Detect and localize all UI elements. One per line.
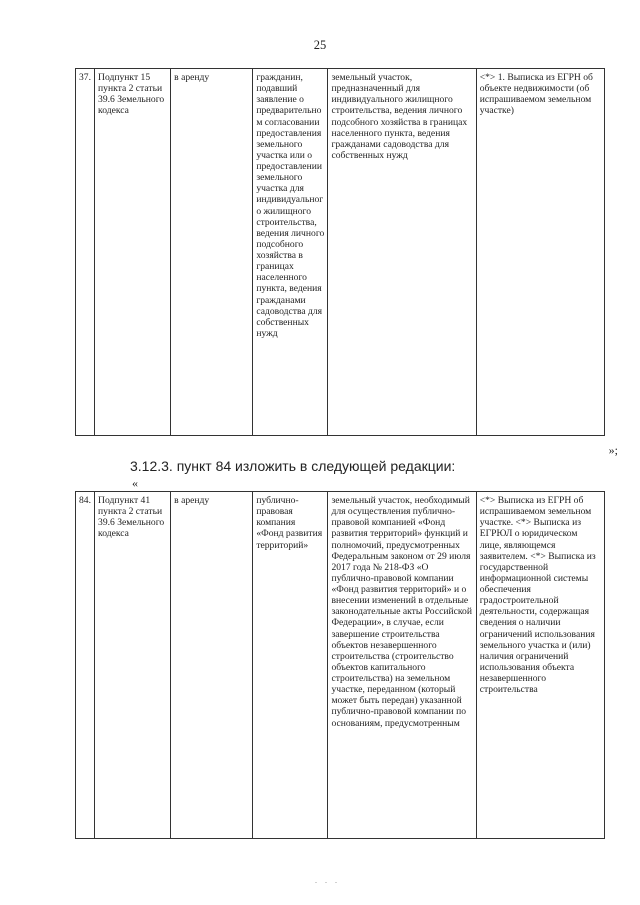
applicant-cell: публично-правовая компания «Фонд развития территорий»: [253, 492, 328, 839]
applicant-cell: гражданин, подавший заявление о предварительном согласовании предоставления земельного участка или о предоставлении земельного участка для индивидуального жилищного строительства, ведения личного подсобного хозяйства в границах населенного пункта, ведения гражданами садоводства для собственных нужд: [253, 69, 328, 436]
row-number: 84.: [76, 492, 95, 839]
amendment-instruction: 3.12.3. пункт 84 изложить в следующей редакции:: [130, 458, 456, 474]
grant-type-cell: в аренду: [171, 492, 253, 839]
table-row-37: [75, 68, 605, 436]
grant-type-cell: в аренду: [171, 69, 253, 436]
table-row: [76, 492, 605, 839]
table-row-84: [75, 491, 605, 839]
documents-cell: <*> Выписка из ЕГРН об испрашиваемом земельном участке. <*> Выписка из ЕГРЮЛ о юридическом лице, являющемся заявителем. <*> Выписка из государственной информационной системы обеспечения градостроительной деятельности, содержащая сведения о наличии ограничений использования земельного участка и (или) наличия ограничений использования объекта незавершенного строительства: [476, 492, 604, 839]
page-number: 25: [313, 38, 327, 52]
opening-quote-mark: «: [132, 476, 138, 490]
legal-basis-cell: Подпункт 15 пункта 2 статьи 39.6 Земельного кодекса: [95, 69, 171, 436]
closing-quote-mark: »;: [608, 443, 618, 457]
footer-dots: . . .: [315, 876, 340, 885]
documents-cell: <*> 1. Выписка из ЕГРН об объекте недвижимости (об испрашиваемом земельном участке): [476, 69, 604, 436]
row-number: 37.: [76, 69, 95, 436]
table-row: [76, 69, 605, 436]
land-plot-cell: земельный участок, предназначенный для индивидуального жилищного строительства, ведения личного подсобного хозяйства в границах населенного пункта, ведения гражданами садоводства для собственных нужд: [328, 69, 476, 436]
legal-basis-cell: Подпункт 41 пункта 2 статьи 39.6 Земельного кодекса: [95, 492, 171, 839]
land-plot-cell: земельный участок, необходимый для осуществления публично-правовой компанией «Фонд развития территорий» функций и полномочий, предусмотренных Федеральным законом от 29 июля 2017 года № 218-ФЗ «О публично-правовой компании «Фонд развития территорий» и о внесении изменений в отдельные законодательные акты Российской Федерации», в случае, если завершение строительства объектов незавершенного строительства (строительство объектов капитального строительства) на земельном участке, переданном (который может быть передан) указанной публично-правовой компании по основаниям, предусмотренным: [328, 492, 476, 839]
